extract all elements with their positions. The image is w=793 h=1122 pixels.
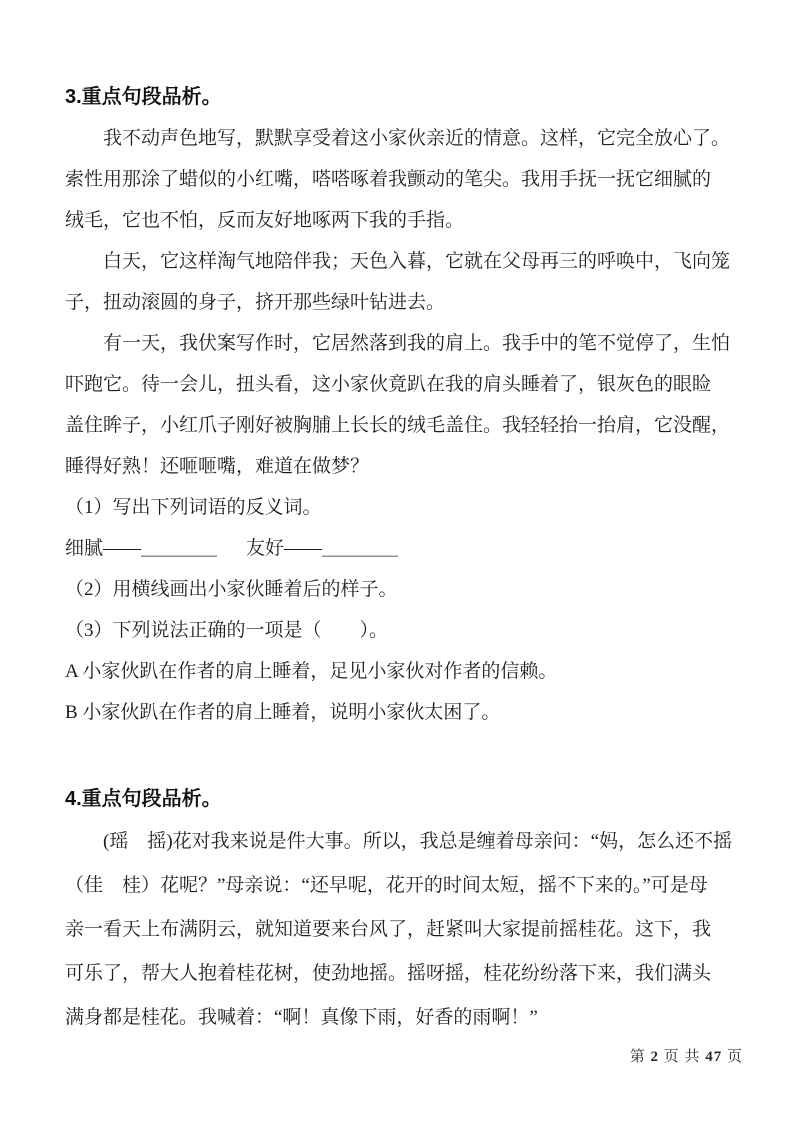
text-line: 我不动声色地写，默默享受着这小家伙亲近的情意。这样，它完全放心了。	[103, 128, 731, 149]
answer-blank-1: ＿＿＿＿	[141, 538, 218, 559]
footer-prefix: 第	[629, 1049, 646, 1065]
footer-middle: 页 共	[663, 1049, 701, 1065]
page-footer	[630, 1046, 743, 1068]
option-a: A 小家伙趴在作者的肩上睡着，足见小家伙对作者的信赖。	[65, 661, 558, 682]
footer-page-number: 2	[650, 1049, 659, 1065]
antonym-term-1: 细腻——	[65, 538, 142, 559]
text-line: （佳 桂）花呢？”母亲说：“还早呢，花开的时间太短，摇不下来的。”可是母	[65, 875, 708, 896]
answer-blank-2: ＿＿＿＿	[322, 538, 399, 559]
question-2: （2）用横线画出小家伙睡着后的样子。	[65, 579, 398, 600]
footer-suffix: 页	[726, 1049, 743, 1065]
text-line: (瑶 摇)花对我来说是件大事。所以，我总是缠着母亲问：“妈，怎么还不摇	[103, 831, 733, 852]
text-line: 子，扭动滚圆的身子，挤开那些绿叶钻进去。	[65, 292, 446, 313]
text-line: 索性用那涂了蜡似的小红嘴，嗒嗒啄着我颤动的笔尖。我用手抚一抚它细腻的	[65, 169, 712, 190]
antonym-blanks-line	[65, 528, 715, 569]
text-line: 睡得好熟！还咂咂嘴，难道在做梦？	[65, 456, 370, 477]
question-3: （3）下列说法正确的一项是（ ）。	[65, 620, 389, 641]
section-3-passage-paragraph-1	[65, 118, 731, 241]
text-line: 盖住眸子，小红爪子刚好被胸脯上长长的绒毛盖住。我轻轻抬一抬肩，它没醒，	[65, 415, 731, 436]
text-line: 亲一看天上布满阴云，就知道要来台风了，赶紧叫大家提前摇桂花。这下，我	[65, 919, 712, 940]
text-line: 白天，它这样淘气地陪伴我；天色入暮，它就在父母再三的呼唤中，飞向笼	[103, 251, 731, 272]
question-1: （1）写出下列词语的反义词。	[65, 497, 322, 518]
section-3-heading: 3.重点句段品析。	[65, 86, 222, 108]
text-line: 满身都是桂花。我喊着：“啊！真像下雨，好香的雨啊！”	[65, 1007, 538, 1028]
page-content	[65, 76, 733, 1040]
antonym-term-2: 友好——	[246, 538, 323, 559]
text-line: 吓跑它。待一会儿，扭头看，这小家伙竟趴在我的肩头睡着了，银灰色的眼睑	[65, 374, 712, 395]
section-4-passage-paragraph-1	[65, 820, 733, 1040]
footer-total-pages: 47	[705, 1049, 723, 1065]
text-line: 有一天，我伏案写作时，它居然落到我的肩上。我手中的笔不觉停了，生怕	[103, 333, 731, 354]
section-4-heading: 4.重点句段品析。	[65, 788, 222, 810]
section-3-passage-paragraph-3	[65, 323, 731, 487]
text-line: 可乐了，帮大人抱着桂花树，使劲地摇。摇呀摇，桂花纷纷落下来，我们满头	[65, 963, 712, 984]
text-line: 绒毛，它也不怕，反而友好地啄两下我的手指。	[65, 210, 465, 231]
section-3-passage-paragraph-2	[65, 241, 731, 323]
option-b: B 小家伙趴在作者的肩上睡着，说明小家伙太困了。	[65, 702, 501, 723]
